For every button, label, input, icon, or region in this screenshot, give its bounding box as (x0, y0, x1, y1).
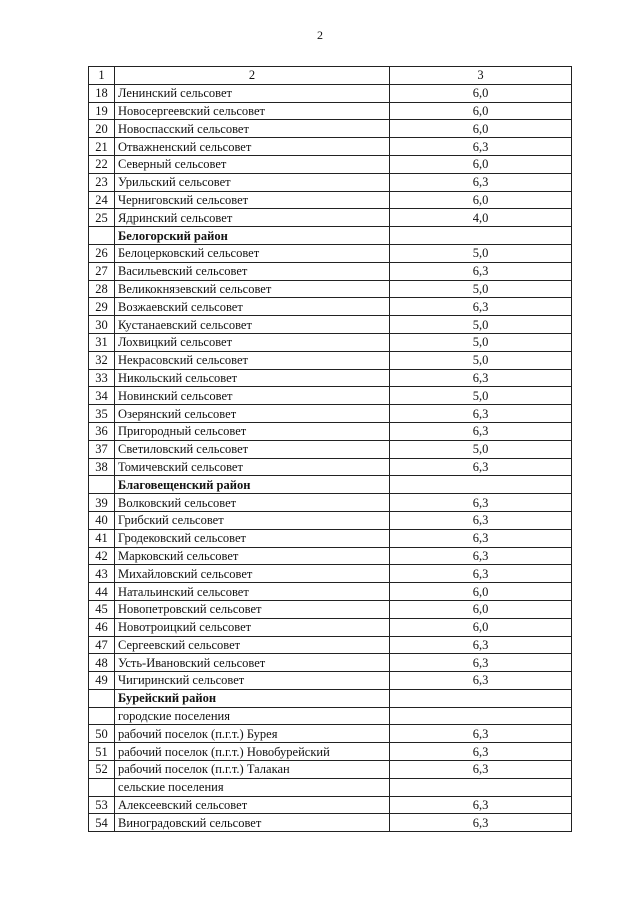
rate-value: 5,0 (390, 280, 572, 298)
table-row (89, 298, 572, 316)
subsection-label: сельские поселения (115, 778, 390, 796)
settlement-name: Грибский сельсовет (115, 511, 390, 529)
table-row (89, 761, 572, 779)
table-row (89, 529, 572, 547)
rate-value: 6,0 (390, 84, 572, 102)
district-heading-row (89, 689, 572, 707)
settlement-name: Некрасовский сельсовет (115, 351, 390, 369)
row-number: 31 (89, 333, 115, 351)
district-name: Белогорский район (115, 227, 390, 245)
table-row (89, 316, 572, 334)
settlement-name: Белоцерковский сельсовет (115, 244, 390, 262)
row-number: 30 (89, 316, 115, 334)
rate-value: 5,0 (390, 351, 572, 369)
table-row (89, 405, 572, 423)
table-header-row (89, 67, 572, 85)
table-row (89, 743, 572, 761)
row-number: 25 (89, 209, 115, 227)
settlement-name: Михайловский сельсовет (115, 565, 390, 583)
settlement-name: Северный сельсовет (115, 155, 390, 173)
rate-value: 6,3 (390, 547, 572, 565)
rate-value: 6,3 (390, 814, 572, 832)
rate-value: 6,0 (390, 120, 572, 138)
row-number: 46 (89, 618, 115, 636)
table-row (89, 280, 572, 298)
row-number (89, 707, 115, 725)
settlement-name: рабочий поселок (п.г.т.) Новобурейский (115, 743, 390, 761)
settlement-name: Черниговский сельсовет (115, 191, 390, 209)
rate-value: 6,3 (390, 173, 572, 191)
row-number: 38 (89, 458, 115, 476)
settlement-name: Новотроицкий сельсовет (115, 618, 390, 636)
settlement-name: Великокнязевский сельсовет (115, 280, 390, 298)
rate-value: 6,3 (390, 529, 572, 547)
settlement-name: Урильский сельсовет (115, 173, 390, 191)
settlement-name: Новоспасский сельсовет (115, 120, 390, 138)
settlement-name: Новосергеевский сельсовет (115, 102, 390, 120)
settlement-name: Волковский сельсовет (115, 494, 390, 512)
row-number: 19 (89, 102, 115, 120)
table-row (89, 494, 572, 512)
row-number: 54 (89, 814, 115, 832)
rate-value: 6,3 (390, 458, 572, 476)
table-row (89, 565, 572, 583)
table-row (89, 672, 572, 690)
rate-value: 6,3 (390, 796, 572, 814)
table-row (89, 333, 572, 351)
row-number: 49 (89, 672, 115, 690)
rate-value: 6,0 (390, 600, 572, 618)
row-number: 29 (89, 298, 115, 316)
table-body (89, 67, 572, 832)
row-number: 42 (89, 547, 115, 565)
rate-value: 6,3 (390, 672, 572, 690)
rate-value: 5,0 (390, 387, 572, 405)
table-row (89, 138, 572, 156)
settlement-name: рабочий поселок (п.г.т.) Бурея (115, 725, 390, 743)
table-row (89, 351, 572, 369)
subsection-row (89, 778, 572, 796)
row-number: 50 (89, 725, 115, 743)
rate-value: 4,0 (390, 209, 572, 227)
settlement-name: Новопетровский сельсовет (115, 600, 390, 618)
table-row (89, 369, 572, 387)
row-number: 20 (89, 120, 115, 138)
table-row (89, 814, 572, 832)
rate-value: 6,3 (390, 262, 572, 280)
settlement-name: Алексеевский сельсовет (115, 796, 390, 814)
settlement-name: Возжаевский сельсовет (115, 298, 390, 316)
row-number: 22 (89, 155, 115, 173)
settlement-name: рабочий поселок (п.г.т.) Талакан (115, 761, 390, 779)
table-row (89, 84, 572, 102)
settlement-name: Чигиринский сельсовет (115, 672, 390, 690)
table-row (89, 102, 572, 120)
rate-value: 6,3 (390, 743, 572, 761)
row-number: 35 (89, 405, 115, 423)
rate-value: 6,0 (390, 583, 572, 601)
rate-value (390, 476, 572, 494)
column-header-value: 3 (390, 67, 572, 85)
table-row (89, 636, 572, 654)
table-row (89, 796, 572, 814)
rate-value: 6,3 (390, 405, 572, 423)
settlement-name: Марковский сельсовет (115, 547, 390, 565)
row-number: 44 (89, 583, 115, 601)
table-row (89, 547, 572, 565)
table-row (89, 155, 572, 173)
settlement-name: Натальинский сельсовет (115, 583, 390, 601)
rate-value: 6,3 (390, 565, 572, 583)
row-number: 27 (89, 262, 115, 280)
row-number: 26 (89, 244, 115, 262)
settlement-name: Томичевский сельсовет (115, 458, 390, 476)
rate-value: 5,0 (390, 440, 572, 458)
rate-value (390, 707, 572, 725)
row-number: 47 (89, 636, 115, 654)
rate-value: 6,3 (390, 494, 572, 512)
rate-value: 6,0 (390, 618, 572, 636)
row-number (89, 476, 115, 494)
settlement-name: Гродековский сельсовет (115, 529, 390, 547)
district-name: Благовещенский район (115, 476, 390, 494)
rate-value: 6,3 (390, 725, 572, 743)
table-row (89, 511, 572, 529)
table-row (89, 120, 572, 138)
row-number: 40 (89, 511, 115, 529)
rate-value: 6,3 (390, 138, 572, 156)
row-number: 36 (89, 422, 115, 440)
column-header-number: 1 (89, 67, 115, 85)
settlement-name: Светиловский сельсовет (115, 440, 390, 458)
district-heading-row (89, 476, 572, 494)
table-row (89, 262, 572, 280)
row-number: 41 (89, 529, 115, 547)
table-row (89, 244, 572, 262)
row-number: 24 (89, 191, 115, 209)
table-row (89, 618, 572, 636)
settlement-name: Виноградовский сельсовет (115, 814, 390, 832)
row-number: 21 (89, 138, 115, 156)
rate-value: 5,0 (390, 244, 572, 262)
rate-value (390, 689, 572, 707)
row-number: 48 (89, 654, 115, 672)
settlement-name: Никольский сельсовет (115, 369, 390, 387)
row-number: 34 (89, 387, 115, 405)
settlement-name: Отважненский сельсовет (115, 138, 390, 156)
column-header-name: 2 (115, 67, 390, 85)
subsection-label: городские поселения (115, 707, 390, 725)
settlement-name: Сергеевский сельсовет (115, 636, 390, 654)
row-number: 51 (89, 743, 115, 761)
settlement-name: Новинский сельсовет (115, 387, 390, 405)
rate-value: 6,3 (390, 636, 572, 654)
rate-value: 6,3 (390, 654, 572, 672)
rate-value: 5,0 (390, 333, 572, 351)
row-number: 43 (89, 565, 115, 583)
settlement-name: Кустанаевский сельсовет (115, 316, 390, 334)
table-row (89, 173, 572, 191)
rate-value: 6,0 (390, 155, 572, 173)
table-row (89, 191, 572, 209)
row-number (89, 689, 115, 707)
rate-value (390, 778, 572, 796)
rate-value: 6,3 (390, 511, 572, 529)
row-number: 52 (89, 761, 115, 779)
table-row (89, 725, 572, 743)
rates-table (88, 66, 572, 832)
table-row (89, 654, 572, 672)
table-row (89, 458, 572, 476)
table-row (89, 583, 572, 601)
row-number: 28 (89, 280, 115, 298)
row-number: 23 (89, 173, 115, 191)
table-row (89, 209, 572, 227)
rate-value: 5,0 (390, 316, 572, 334)
row-number: 33 (89, 369, 115, 387)
table-row (89, 600, 572, 618)
row-number: 53 (89, 796, 115, 814)
row-number: 32 (89, 351, 115, 369)
settlement-name: Озерянский сельсовет (115, 405, 390, 423)
rate-value: 6,0 (390, 191, 572, 209)
rate-value (390, 227, 572, 245)
row-number: 39 (89, 494, 115, 512)
rate-value: 6,3 (390, 761, 572, 779)
row-number: 45 (89, 600, 115, 618)
settlement-name: Лохвицкий сельсовет (115, 333, 390, 351)
settlement-name: Усть-Ивановский сельсовет (115, 654, 390, 672)
rate-value: 6,3 (390, 422, 572, 440)
table-row (89, 440, 572, 458)
rate-value: 6,0 (390, 102, 572, 120)
rate-value: 6,3 (390, 298, 572, 316)
rate-value: 6,3 (390, 369, 572, 387)
district-heading-row (89, 227, 572, 245)
settlement-name: Пригородный сельсовет (115, 422, 390, 440)
settlement-name: Васильевский сельсовет (115, 262, 390, 280)
table-row (89, 422, 572, 440)
subsection-row (89, 707, 572, 725)
row-number (89, 227, 115, 245)
settlement-name: Ядринский сельсовет (115, 209, 390, 227)
row-number (89, 778, 115, 796)
page-number: 2 (317, 28, 323, 42)
row-number: 18 (89, 84, 115, 102)
row-number: 37 (89, 440, 115, 458)
district-name: Бурейский район (115, 689, 390, 707)
settlement-name: Ленинский сельсовет (115, 84, 390, 102)
table-row (89, 387, 572, 405)
